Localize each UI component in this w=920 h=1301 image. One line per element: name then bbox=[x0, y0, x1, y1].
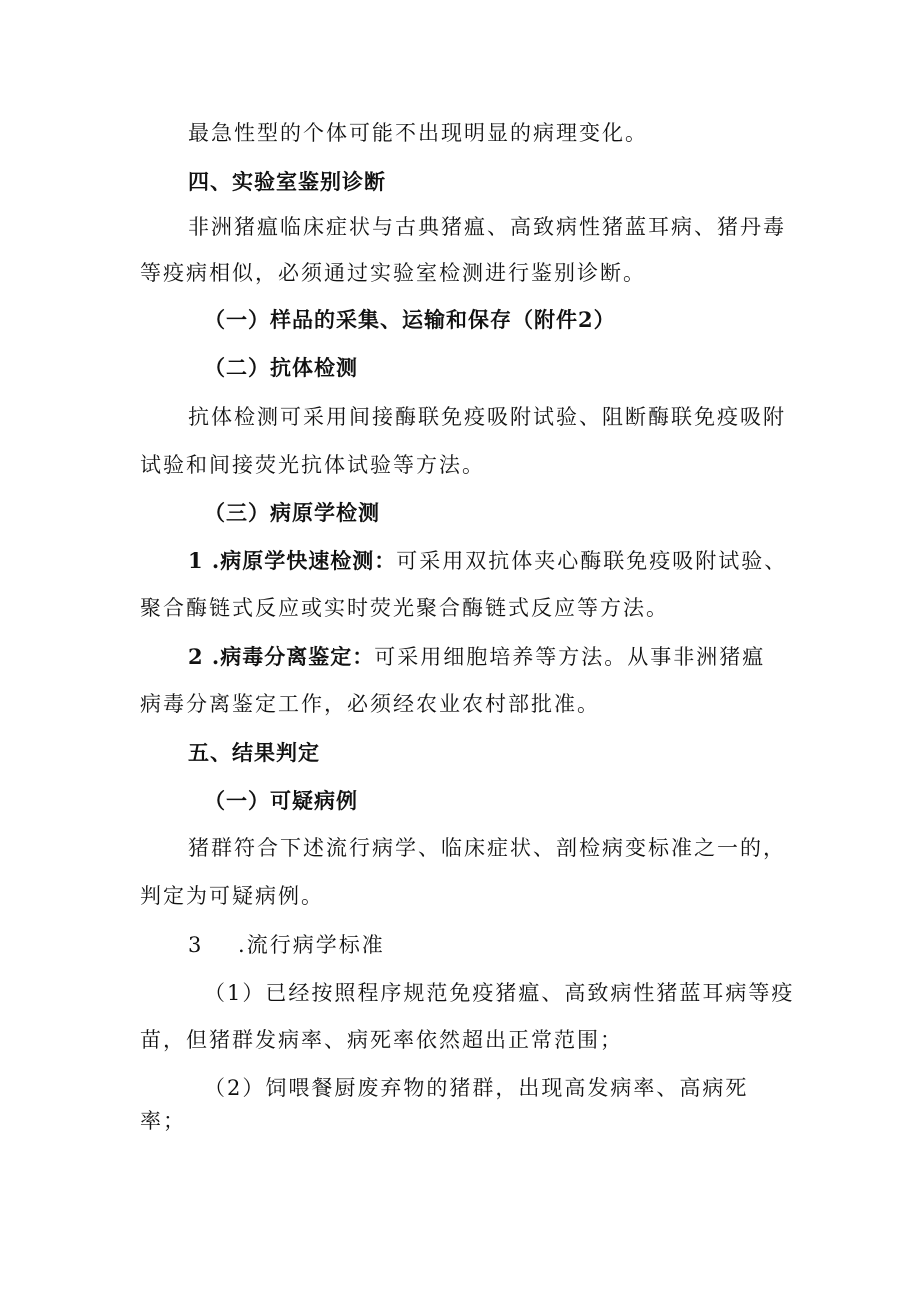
list-item-text: 可采用细胞培养等方法。从事非洲猪瘟 bbox=[374, 645, 766, 669]
section-heading-4: 四、实验室鉴别诊断 bbox=[188, 169, 386, 194]
subsection-heading-3: （三）病原学检测 bbox=[204, 500, 380, 525]
subsection-heading-2: （二）抗体检测 bbox=[204, 355, 358, 380]
list-item-text: 可采用双抗体夹心酶联免疫吸附试验、 bbox=[396, 549, 788, 573]
paragraph-line: 最急性型的个体可能不出现明显的病理变化。 bbox=[188, 121, 648, 145]
subsection-heading-1: （一）样品的采集、运输和保存（附件2） bbox=[204, 307, 616, 332]
list-item-label: 2 .病毒分离鉴定： bbox=[188, 644, 375, 669]
section-heading-5: 五、结果判定 bbox=[188, 740, 320, 765]
list-item-label: 1 .病原学快速检测： bbox=[188, 548, 397, 573]
subsection-heading-1: （一）可疑病例 bbox=[204, 788, 358, 813]
list-item bbox=[188, 547, 787, 575]
paragraph-line: （2）饲喂餐厨废弃物的猪群，出现高发病率、高病死 bbox=[204, 1076, 749, 1100]
list-item: 3 .流行病学标准 bbox=[188, 933, 385, 957]
paragraph-line: 判定为可疑病例。 bbox=[140, 884, 324, 908]
paragraph-line: 病毒分离鉴定工作，必须经农业农村部批准。 bbox=[140, 692, 600, 716]
paragraph-line: 等疫病相似，必须通过实验室检测进行鉴别诊断。 bbox=[140, 261, 646, 285]
paragraph-line: 抗体检测可采用间接酶联免疫吸附试验、阻断酶联免疫吸附 bbox=[188, 405, 786, 429]
list-item bbox=[188, 643, 765, 671]
paragraph-line: （1）已经按照程序规范免疫猪瘟、高致病性猪蓝耳病等疫 bbox=[204, 981, 795, 1005]
paragraph-line: 试验和间接荧光抗体试验等方法。 bbox=[140, 453, 485, 477]
paragraph-line: 非洲猪瘟临床症状与古典猪瘟、高致病性猪蓝耳病、猪丹毒 bbox=[188, 215, 786, 239]
paragraph-line: 率； bbox=[140, 1109, 186, 1133]
paragraph-line: 聚合酶链式反应或实时荧光聚合酶链式反应等方法。 bbox=[140, 596, 669, 620]
paragraph-line: 苗，但猪群发病率、病死率依然超出正常范围； bbox=[140, 1028, 623, 1052]
paragraph-line: 猪群符合下述流行病学、临床症状、剖检病变标准之一的， bbox=[188, 836, 786, 860]
